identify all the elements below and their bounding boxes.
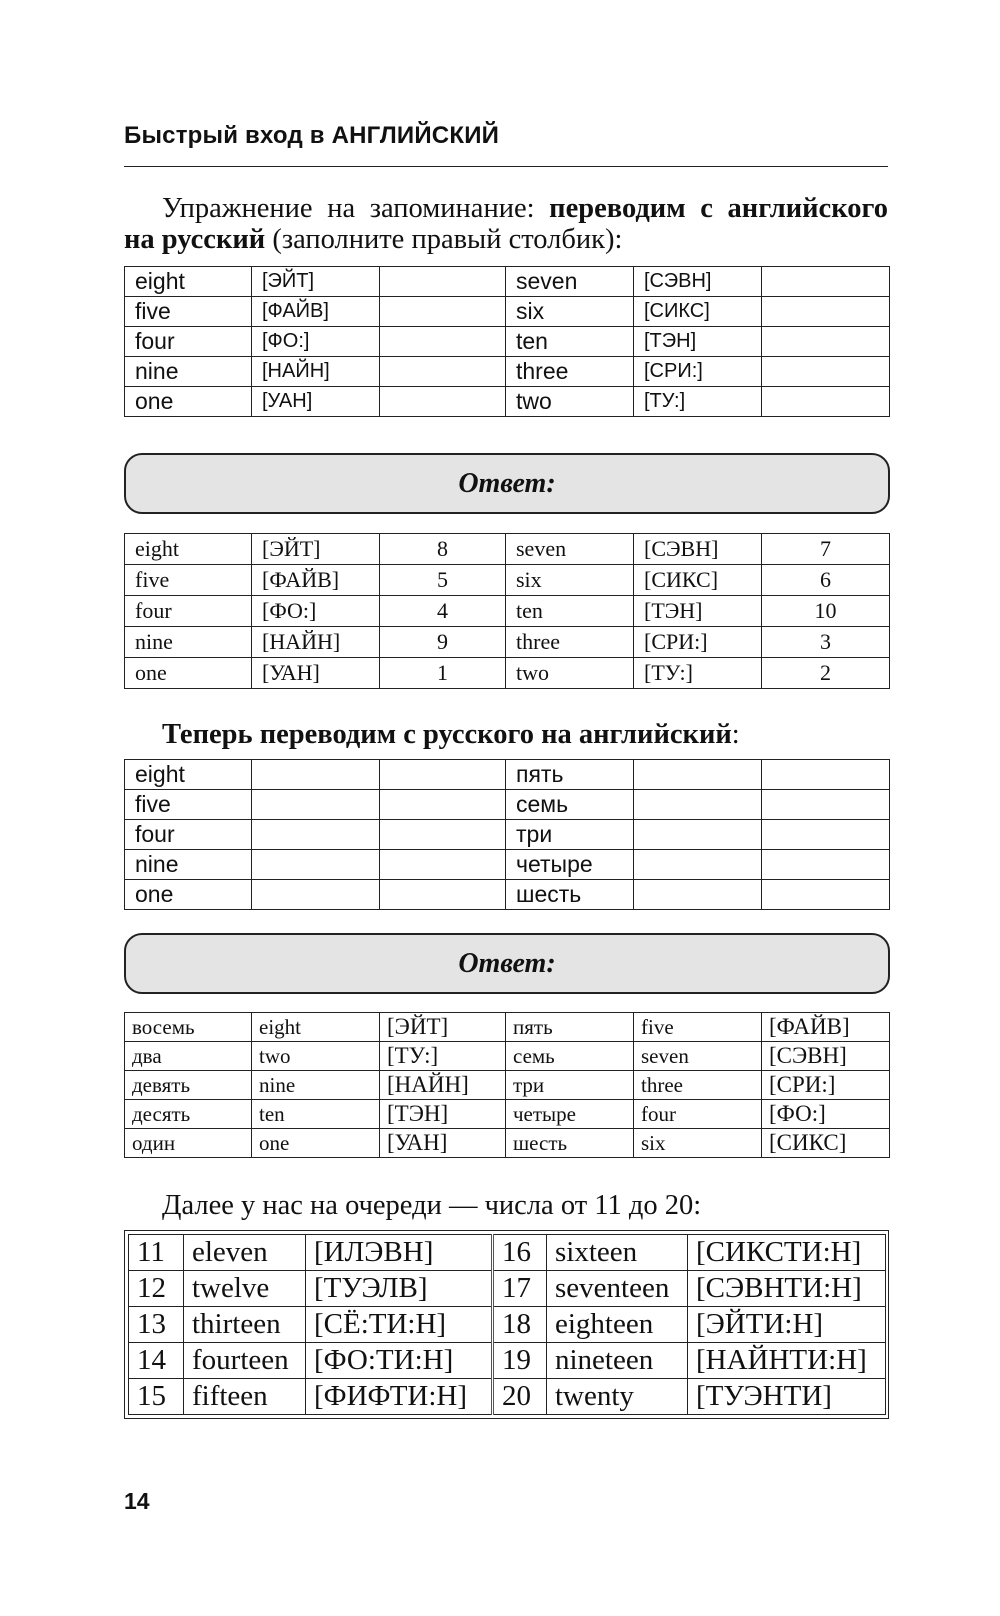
- table-row: [125, 1042, 890, 1071]
- word-cell: eight: [125, 534, 252, 565]
- transcription-cell: [ИЛЭВН]: [306, 1235, 493, 1271]
- answer-blank-cell[interactable]: [634, 850, 762, 880]
- answer-blank-cell[interactable]: [252, 790, 380, 820]
- answer-banner: Ответ:: [124, 453, 890, 514]
- table-row: [129, 1235, 886, 1271]
- word-cell: six: [506, 565, 634, 596]
- word-cell: one: [125, 658, 252, 689]
- answer-blank-cell[interactable]: [380, 820, 506, 850]
- header-rule: [124, 166, 888, 167]
- english-word-cell: three: [634, 1071, 762, 1100]
- russian-word-cell: шесть: [506, 1129, 634, 1158]
- transcription-cell: [УАН]: [252, 658, 380, 689]
- exercise2-table: [124, 759, 890, 910]
- word-cell: three: [506, 357, 634, 387]
- table-row: [125, 267, 890, 297]
- table-row: [125, 297, 890, 327]
- answer-blank-cell[interactable]: [380, 387, 506, 417]
- english-word-cell: twelve: [184, 1271, 306, 1307]
- answer-blank-cell[interactable]: [380, 267, 506, 297]
- number-cell: 12: [129, 1271, 184, 1307]
- word-cell: two: [506, 387, 634, 417]
- english-word-cell: eight: [252, 1013, 380, 1042]
- number-cell: 3: [762, 627, 890, 658]
- numbers-table: [128, 1234, 886, 1415]
- transcription-cell: [СЭВН]: [634, 534, 762, 565]
- transcription-cell: [ТУ:]: [380, 1042, 506, 1071]
- number-cell: 5: [380, 565, 506, 596]
- word-cell: seven: [506, 267, 634, 297]
- word-cell: five: [125, 790, 252, 820]
- transcription-cell: [ЭЙТ]: [252, 534, 380, 565]
- english-word-cell: twenty: [547, 1379, 688, 1415]
- table-row: [129, 1307, 886, 1343]
- russian-word-cell: восемь: [125, 1013, 252, 1042]
- word-cell: семь: [506, 790, 634, 820]
- table-row: [125, 1013, 890, 1042]
- russian-word-cell: пять: [506, 1013, 634, 1042]
- answer-blank-cell[interactable]: [762, 387, 890, 417]
- english-word-cell: fourteen: [184, 1343, 306, 1379]
- number-cell: 10: [762, 596, 890, 627]
- transcription-cell: [ФИФТИ:Н]: [306, 1379, 493, 1415]
- answer-blank-cell[interactable]: [762, 357, 890, 387]
- table-row: [125, 880, 890, 910]
- english-word-cell: five: [634, 1013, 762, 1042]
- answer-blank-cell[interactable]: [380, 880, 506, 910]
- number-cell: 19: [493, 1343, 547, 1379]
- transcription-cell: [ТЭН]: [380, 1100, 506, 1129]
- word-cell: five: [125, 565, 252, 596]
- word-cell: four: [125, 327, 252, 357]
- transcription-cell: [ФАЙВ]: [252, 297, 380, 327]
- number-cell: 15: [129, 1379, 184, 1415]
- transcription-cell: [НАЙН]: [252, 627, 380, 658]
- answer-blank-cell[interactable]: [252, 820, 380, 850]
- english-word-cell: fifteen: [184, 1379, 306, 1415]
- answer-blank-cell[interactable]: [252, 880, 380, 910]
- answer-blank-cell[interactable]: [634, 820, 762, 850]
- number-cell: 14: [129, 1343, 184, 1379]
- english-word-cell: nine: [252, 1071, 380, 1100]
- english-word-cell: one: [252, 1129, 380, 1158]
- russian-word-cell: один: [125, 1129, 252, 1158]
- numbers-intro-text: Далее у нас на очереди — числа от 11 до 20:: [162, 1190, 702, 1221]
- exercise1-intro-tail: (заполните правый столбик):: [265, 224, 623, 255]
- answer2-table: [124, 1012, 890, 1158]
- transcription-cell: [ФО:]: [252, 596, 380, 627]
- english-word-cell: ten: [252, 1100, 380, 1129]
- word-cell: nine: [125, 357, 252, 387]
- answer-blank-cell[interactable]: [762, 267, 890, 297]
- word-cell: five: [125, 297, 252, 327]
- answer-blank-cell[interactable]: [380, 790, 506, 820]
- russian-word-cell: два: [125, 1042, 252, 1071]
- number-cell: 4: [380, 596, 506, 627]
- number-cell: 18: [493, 1307, 547, 1343]
- table-row: [125, 327, 890, 357]
- number-cell: 2: [762, 658, 890, 689]
- table-row: [125, 820, 890, 850]
- transcription-cell: [ФО:ТИ:Н]: [306, 1343, 493, 1379]
- answer-blank-cell[interactable]: [762, 327, 890, 357]
- word-cell: four: [125, 596, 252, 627]
- transcription-cell: [НАЙНТИ:Н]: [688, 1343, 886, 1379]
- exercise2-intro: [124, 719, 888, 750]
- table-row: [125, 850, 890, 880]
- russian-word-cell: десять: [125, 1100, 252, 1129]
- word-cell: пять: [506, 760, 634, 790]
- table-row: [125, 357, 890, 387]
- russian-word-cell: три: [506, 1071, 634, 1100]
- table-row: [129, 1271, 886, 1307]
- word-cell: ten: [506, 596, 634, 627]
- answer-blank-cell[interactable]: [762, 760, 890, 790]
- word-cell: one: [125, 387, 252, 417]
- table-row: [125, 1100, 890, 1129]
- number-cell: 8: [380, 534, 506, 565]
- transcription-cell: [УАН]: [380, 1129, 506, 1158]
- answer-blank-cell[interactable]: [380, 357, 506, 387]
- exercise1-intro: [124, 193, 888, 255]
- english-word-cell: four: [634, 1100, 762, 1129]
- word-cell: four: [125, 820, 252, 850]
- word-cell: three: [506, 627, 634, 658]
- transcription-cell: [СЭВН]: [762, 1042, 890, 1071]
- table-row: [129, 1343, 886, 1379]
- english-word-cell: nineteen: [547, 1343, 688, 1379]
- word-cell: nine: [125, 850, 252, 880]
- word-cell: one: [125, 880, 252, 910]
- exercise1-intro-normal: Упражнение на запоминание:: [162, 193, 550, 224]
- english-word-cell: six: [634, 1129, 762, 1158]
- transcription-cell: [СИКСТИ:Н]: [688, 1235, 886, 1271]
- word-cell: eight: [125, 267, 252, 297]
- word-cell: шесть: [506, 880, 634, 910]
- transcription-cell: [НАЙН]: [380, 1071, 506, 1100]
- transcription-cell: [СИКС]: [634, 565, 762, 596]
- transcription-cell: [СРИ:]: [634, 627, 762, 658]
- table-row: [125, 596, 890, 627]
- number-cell: 20: [493, 1379, 547, 1415]
- table-row: [125, 387, 890, 417]
- number-cell: 7: [762, 534, 890, 565]
- english-word-cell: sixteen: [547, 1235, 688, 1271]
- exercise2-intro-bold: Теперь переводим с русского на английский: [162, 719, 732, 750]
- transcription-cell: [ФО:]: [252, 327, 380, 357]
- number-cell: 6: [762, 565, 890, 596]
- exercise1-table: [124, 266, 890, 417]
- english-word-cell: eleven: [184, 1235, 306, 1271]
- transcription-cell: [СРИ:]: [762, 1071, 890, 1100]
- number-cell: 16: [493, 1235, 547, 1271]
- russian-word-cell: семь: [506, 1042, 634, 1071]
- transcription-cell: [НАЙН]: [252, 357, 380, 387]
- word-cell: четыре: [506, 850, 634, 880]
- transcription-cell: [ТУЭНТИ]: [688, 1379, 886, 1415]
- number-cell: 13: [129, 1307, 184, 1343]
- table-row: [125, 1071, 890, 1100]
- number-cell: 11: [129, 1235, 184, 1271]
- transcription-cell: [ТУ:]: [634, 658, 762, 689]
- answer-blank-cell[interactable]: [762, 880, 890, 910]
- table-row: [129, 1379, 886, 1415]
- answer-blank-cell[interactable]: [252, 760, 380, 790]
- answer-blank-cell[interactable]: [252, 850, 380, 880]
- transcription-cell: [СЭВНТИ:Н]: [688, 1271, 886, 1307]
- number-cell: 1: [380, 658, 506, 689]
- transcription-cell: [ЭЙТ]: [252, 267, 380, 297]
- answer-blank-cell[interactable]: [380, 760, 506, 790]
- word-cell: ten: [506, 327, 634, 357]
- answer-blank-cell[interactable]: [762, 850, 890, 880]
- transcription-cell: [СЁ:ТИ:Н]: [306, 1307, 493, 1343]
- english-word-cell: two: [252, 1042, 380, 1071]
- russian-word-cell: девять: [125, 1071, 252, 1100]
- transcription-cell: [СИКС]: [762, 1129, 890, 1158]
- answer-banner: Ответ:: [124, 933, 890, 994]
- exercise1-intro-bold: переводим с английского на русский: [124, 193, 888, 255]
- english-word-cell: thirteen: [184, 1307, 306, 1343]
- english-word-cell: seventeen: [547, 1271, 688, 1307]
- number-cell: 17: [493, 1271, 547, 1307]
- page-number: 14: [124, 1488, 150, 1514]
- answer-blank-cell[interactable]: [762, 790, 890, 820]
- transcription-cell: [ТУЭЛВ]: [306, 1271, 493, 1307]
- transcription-cell: [ФО:]: [762, 1100, 890, 1129]
- running-title: Быстрый вход в АНГЛИЙСКИЙ: [124, 122, 500, 149]
- transcription-cell: [ФАЙВ]: [252, 565, 380, 596]
- answer-blank-cell[interactable]: [762, 820, 890, 850]
- answer-blank-cell[interactable]: [380, 327, 506, 357]
- word-cell: two: [506, 658, 634, 689]
- english-word-cell: eighteen: [547, 1307, 688, 1343]
- word-cell: seven: [506, 534, 634, 565]
- transcription-cell: [ТЭН]: [634, 327, 762, 357]
- numbers-table-frame: [124, 1230, 889, 1419]
- transcription-cell: [ЭЙТИ:Н]: [688, 1307, 886, 1343]
- word-cell: six: [506, 297, 634, 327]
- transcription-cell: [СЭВН]: [634, 267, 762, 297]
- table-row: [125, 565, 890, 596]
- number-cell: 9: [380, 627, 506, 658]
- transcription-cell: [ЭЙТ]: [380, 1013, 506, 1042]
- transcription-cell: [ФАЙВ]: [762, 1013, 890, 1042]
- answer-blank-cell[interactable]: [634, 880, 762, 910]
- table-row: [125, 627, 890, 658]
- transcription-cell: [ТУ:]: [634, 387, 762, 417]
- answer-blank-cell[interactable]: [634, 790, 762, 820]
- exercise2-intro-tail: :: [731, 719, 740, 750]
- table-row: [125, 1129, 890, 1158]
- word-cell: nine: [125, 627, 252, 658]
- russian-word-cell: четыре: [506, 1100, 634, 1129]
- table-row: [125, 760, 890, 790]
- table-row: [125, 790, 890, 820]
- word-cell: eight: [125, 760, 252, 790]
- answer-blank-cell[interactable]: [634, 760, 762, 790]
- transcription-cell: [УАН]: [252, 387, 380, 417]
- numbers-intro: [124, 1190, 888, 1221]
- answer-blank-cell[interactable]: [762, 297, 890, 327]
- table-row: [125, 658, 890, 689]
- answer-blank-cell[interactable]: [380, 297, 506, 327]
- transcription-cell: [СИКС]: [634, 297, 762, 327]
- table-row: [125, 534, 890, 565]
- word-cell: три: [506, 820, 634, 850]
- transcription-cell: [ТЭН]: [634, 596, 762, 627]
- answer1-table: [124, 533, 890, 689]
- transcription-cell: [СРИ:]: [634, 357, 762, 387]
- english-word-cell: seven: [634, 1042, 762, 1071]
- answer-blank-cell[interactable]: [380, 850, 506, 880]
